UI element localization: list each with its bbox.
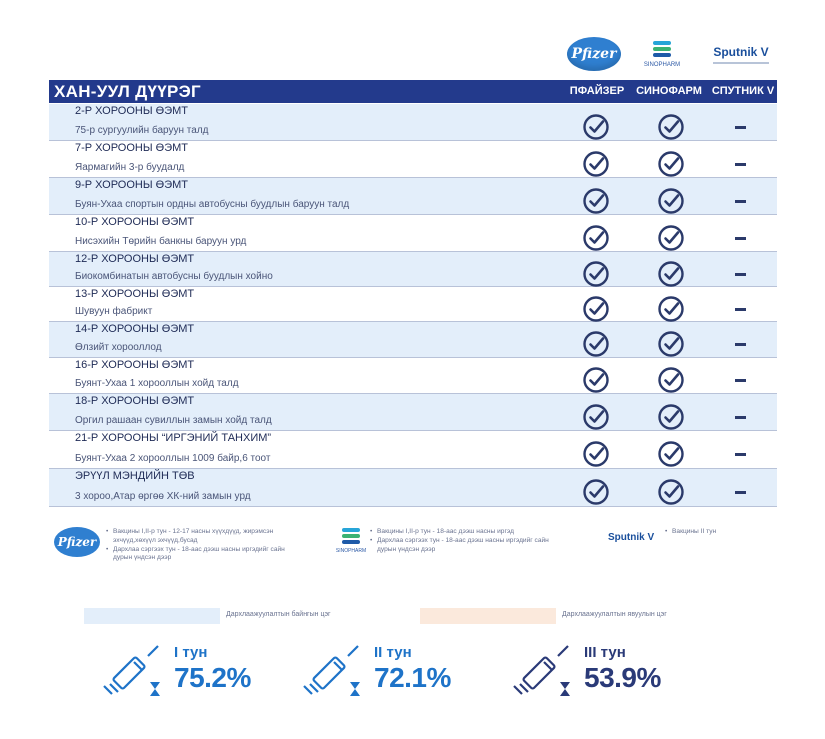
health-center-name: ЭРҮҮЛ МЭНДИЙН ТӨВ [75,470,195,482]
health-center-name: 16-Р ХОРООНЫ ӨЭМТ [75,359,195,371]
check-circle-icon [651,186,691,216]
check-circle-icon [576,294,616,324]
dash-icon [720,259,760,289]
sinopharm-note-item: • Вакцины I,II-р тун - 18-аас дээш насны иргэд [370,528,560,537]
check-circle-icon [651,223,691,253]
pfizer-note-item: • Вакцины I,II-р тун - 12-17 насны хүүхдүүд, жирэмсэн эхчүүд,хөхүүл эхчүүд,бусад [106,528,286,546]
dash-icon [720,294,760,324]
pfizer-notes [106,528,286,563]
dash-icon [720,402,760,432]
dash-icon [720,329,760,359]
table-row [49,287,777,322]
check-circle-icon [651,329,691,359]
check-circle-icon [576,149,616,179]
syringe-icon [508,640,588,700]
dose-3-label: III тун [584,644,626,661]
dash-icon [720,365,760,395]
table-row [49,104,777,141]
district-title: ХАН-УУЛ ДҮҮРЭГ [54,82,201,101]
health-center-address: Буянт-Ухаа 1 хорооллын хойд талд [75,378,239,389]
table-row [49,431,777,469]
health-center-address: Буян-Ухаа спортын ордны автобусны буудлын баруун талд [75,199,350,210]
sputnik-logo [703,30,779,78]
permanent-point-swatch [84,608,220,624]
dose-3-value: 53.9% [584,662,661,693]
check-circle-icon [651,112,691,142]
dose-2-value: 72.1% [374,662,451,693]
sinopharm-note-item: • Дархлаа сэргээх тун - 18-аас дээш насны иргэдийг сайн дурын үндсэн дээр [370,537,560,555]
sinopharm-note-logo-text: SINOPHARM [335,548,367,554]
sinopharm-logo-icon [651,40,673,60]
check-circle-icon [576,402,616,432]
health-center-address: Биокомбинатын автобусны буудлын хойно [75,271,273,282]
pfizer-logo-mark: Pfizer [567,37,621,71]
dash-icon [720,112,760,142]
check-circle-icon [576,223,616,253]
pfizer-note-logo: Pfizer [54,527,100,557]
dash-icon [720,149,760,179]
health-center-name: 10-Р ХОРООНЫ ӨЭМТ [75,216,195,228]
sputnik-note-item: • Вакцины II тун [665,528,755,537]
check-circle-icon [576,259,616,289]
syringe-icon [98,640,178,700]
health-center-name: 7-Р ХОРООНЫ ӨЭМТ [75,142,188,154]
table-row [49,358,777,394]
dose-1-value: 75.2% [174,662,251,693]
table-row [49,141,777,178]
health-center-name: 2-Р ХОРООНЫ ӨЭМТ [75,105,188,117]
check-circle-icon [651,294,691,324]
col-header-sputnik: СПУТНИК V [711,85,775,97]
health-center-name: 14-Р ХОРООНЫ ӨЭМТ [75,323,195,335]
sputnik-note-logo: Sputnik V [608,532,655,543]
table-row [49,322,777,358]
table-row [49,178,777,215]
mobile-point-label: Дархлаажуулалтын явуулын цэг [562,611,667,618]
sinopharm-logo-text: SINOPHARM [643,62,681,68]
permanent-point-label: Дархлаажуулалтын байнгын цэг [226,611,331,618]
dose-1-label: I тун [174,644,208,661]
dash-icon [720,439,760,469]
check-circle-icon [576,112,616,142]
table-row [49,394,777,431]
sinopharm-notes [370,528,560,554]
health-center-address: 75-р сургуулийн баруун талд [75,125,209,136]
dash-icon [720,186,760,216]
pfizer-logo [562,30,626,78]
check-circle-icon [651,477,691,507]
health-center-name: 12-Р ХОРООНЫ ӨЭМТ [75,253,195,265]
table-row [49,469,777,507]
syringe-icon [298,640,378,700]
check-circle-icon [576,477,616,507]
check-circle-icon [651,365,691,395]
sputnik-logo-text: Sputnik V [713,44,769,59]
pfizer-note-item: • Дархлаа сэргээх тун - 18-аас дээш насны иргэдийг сайн дурын үндсэн дээр [106,546,286,564]
check-circle-icon [651,149,691,179]
check-circle-icon [576,365,616,395]
table-row [49,252,777,287]
dash-icon [720,477,760,507]
check-circle-icon [576,329,616,359]
sinopharm-logo [636,30,688,78]
dash-icon [720,223,760,253]
check-circle-icon [651,259,691,289]
col-header-pfizer: ПФАЙЗЕР [569,85,625,97]
health-center-address: 3 хороо,Атар өргөө ХК-ний замын урд [75,491,251,502]
health-center-address: Шувуун фабрикт [75,306,153,317]
sputnik-notes [665,528,755,537]
health-center-name: 18-Р ХОРООНЫ ӨЭМТ [75,395,195,407]
check-circle-icon [651,439,691,469]
check-circle-icon [651,402,691,432]
health-center-name: 21-Р ХОРООНЫ “ИРГЭНИЙ ТАНХИМ” [75,432,272,444]
check-circle-icon [576,186,616,216]
mobile-point-swatch [420,608,556,624]
col-header-sinopharm: СИНОФАРМ [636,85,702,97]
table-row [49,215,777,252]
dose-2-label: II тун [374,644,412,661]
health-center-name: 9-Р ХОРООНЫ ӨЭМТ [75,179,188,191]
check-circle-icon [576,439,616,469]
health-center-address: Нисэхийн Төрийн банкны баруун урд [75,236,247,247]
sputnik-logo-underline [713,62,769,64]
sinopharm-note-icon [340,527,362,547]
table-header [49,80,777,103]
health-center-address: Өлзийт хорооллод [75,342,162,353]
sinopharm-note-logo [334,527,368,554]
health-center-address: Оргил рашаан сувиллын замын хойд талд [75,415,272,426]
health-center-name: 13-Р ХОРООНЫ ӨЭМТ [75,288,195,300]
health-center-address: Буянт-Ухаа 2 хорооллын 1009 байр,6 тоот [75,453,271,464]
health-center-address: Яармагийн 3-р буудалд [75,162,185,173]
